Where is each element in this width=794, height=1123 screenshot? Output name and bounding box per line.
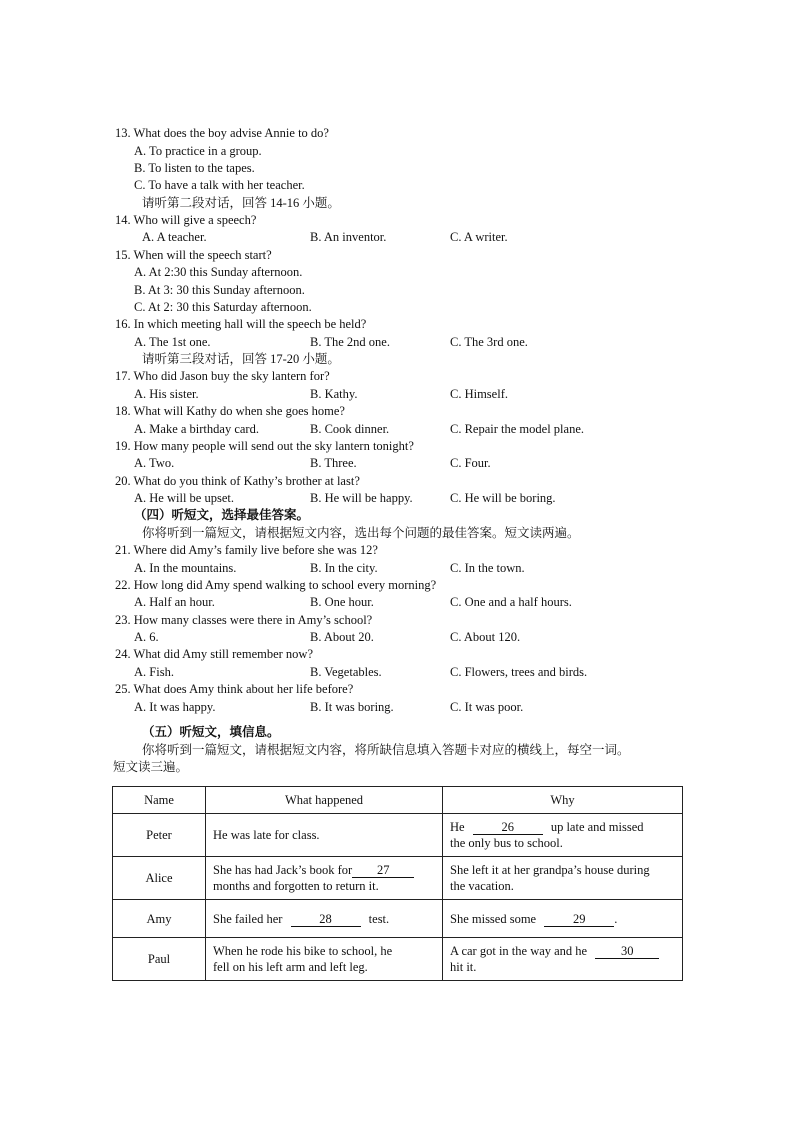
- question-14-stem: 14. Who will give a speech?: [115, 213, 257, 227]
- header-what-happened: What happened: [206, 787, 443, 814]
- question-23-option-c: C. About 120.: [450, 630, 521, 644]
- blank-29: 29: [544, 912, 614, 927]
- question-22-option-c: C. One and a half hours.: [450, 595, 572, 609]
- question-24-option-b: B. Vegetables.: [310, 665, 382, 679]
- cell-text: He: [450, 820, 465, 834]
- row-why: [443, 938, 683, 981]
- question-19-option-b: B. Three.: [310, 456, 357, 470]
- question-16-stem: 16. In which meeting hall will the speech be held?: [115, 317, 367, 331]
- question-17-option-c: C. Himself.: [450, 387, 508, 401]
- blank-26: 26: [473, 820, 543, 835]
- question-16-option-a: A. The 1st one.: [134, 335, 211, 349]
- row-why: [443, 857, 683, 900]
- question-25-option-c: C. It was poor.: [450, 700, 524, 714]
- directions-part-3: 请听第三段对话，回答 17-20 小题。: [142, 352, 340, 366]
- question-23-option-a: A. 6.: [134, 630, 159, 644]
- section-5-title: （五）听短文，填信息。: [142, 725, 280, 739]
- row-name: Peter: [113, 814, 206, 857]
- cell-text: test.: [368, 911, 390, 926]
- question-21-stem: 21. Where did Amy’s family live before she was 12?: [115, 543, 378, 557]
- row-name: Alice: [113, 857, 206, 900]
- header-why: Why: [443, 787, 683, 814]
- cell-text: She failed her: [213, 911, 283, 926]
- row-what-happened: [206, 900, 443, 938]
- question-20-option-c: C. He will be boring.: [450, 491, 556, 505]
- information-table: [112, 786, 683, 981]
- header-name: Name: [113, 787, 206, 814]
- blank-27: 27: [352, 863, 414, 878]
- cell-text: She left it at her grandpa’s house during: [450, 863, 650, 877]
- question-24-option-a: A. Fish.: [134, 665, 174, 679]
- question-21-option-a: A. In the mountains.: [134, 561, 237, 575]
- question-23-option-b: B. About 20.: [310, 630, 374, 644]
- question-24-stem: 24. What did Amy still remember now?: [115, 647, 313, 661]
- question-15-option-b: B. At 3: 30 this Sunday afternoon.: [134, 283, 305, 297]
- question-18-stem: 18. What will Kathy do when she goes home?: [115, 404, 345, 418]
- cell-text: He was late for class.: [213, 828, 320, 842]
- table-row: [113, 857, 683, 900]
- question-20-option-a: A. He will be upset.: [134, 491, 234, 505]
- cell-text: months and forgotten to return it.: [213, 879, 379, 893]
- section-5-instructions: 你将听到一篇短文，请根据短文内容，将所缺信息填入答题卡对应的横线上，每空一词。: [142, 743, 630, 757]
- question-19-option-a: A. Two.: [134, 456, 175, 470]
- question-13-option-a: A. To practice in a group.: [134, 144, 262, 158]
- question-20-stem: 20. What do you think of Kathy’s brother at last?: [115, 474, 360, 488]
- table-header-row: [113, 787, 683, 814]
- question-13-option-b: B. To listen to the tapes.: [134, 161, 255, 175]
- question-17-option-a: A. His sister.: [134, 387, 199, 401]
- cell-text: hit it.: [450, 960, 477, 974]
- section-5-instructions-cont: 短文读三遍。: [113, 760, 189, 774]
- cell-text: She missed some: [450, 911, 537, 926]
- section-4-title: （四）听短文，选择最佳答案。: [134, 508, 310, 522]
- row-name: Amy: [113, 900, 206, 938]
- question-22-option-a: A. Half an hour.: [134, 595, 215, 609]
- question-22-stem: 22. How long did Amy spend walking to school every morning?: [115, 578, 437, 592]
- question-15-option-c: C. At 2: 30 this Saturday afternoon.: [134, 300, 312, 314]
- cell-text: She has had Jack’s book for: [213, 863, 353, 877]
- question-25-option-a: A. It was happy.: [134, 700, 216, 714]
- question-14-option-c: C. A writer.: [450, 230, 508, 244]
- question-21-option-c: C. In the town.: [450, 561, 525, 575]
- blank-30: 30: [595, 944, 659, 959]
- cell-text: .: [614, 911, 618, 926]
- cell-text: A car got in the way and he: [450, 944, 588, 958]
- question-16-option-b: B. The 2nd one.: [310, 335, 390, 349]
- section-4-instructions: 你将听到一篇短文，请根据短文内容，选出每个问题的最佳答案。短文读两遍。: [142, 526, 580, 540]
- question-20-option-b: B. He will be happy.: [310, 491, 413, 505]
- table-row: [113, 814, 683, 857]
- question-16-option-c: C. The 3rd one.: [450, 335, 528, 349]
- question-17-stem: 17. Who did Jason buy the sky lantern for?: [115, 369, 330, 383]
- question-22-option-b: B. One hour.: [310, 595, 374, 609]
- cell-text: up late and missed: [550, 820, 644, 834]
- directions-part-2: 请听第二段对话，回答 14-16 小题。: [142, 196, 340, 210]
- question-25-option-b: B. It was boring.: [310, 700, 394, 714]
- question-18-option-a: A. Make a birthday card.: [134, 422, 259, 436]
- cell-text: the only bus to school.: [450, 836, 563, 850]
- question-14-option-a: A. A teacher.: [142, 230, 207, 244]
- cell-text: the vacation.: [450, 879, 514, 893]
- row-why: [443, 900, 683, 938]
- question-13-option-c: C. To have a talk with her teacher.: [134, 178, 305, 192]
- cell-text: When he rode his bike to school, he: [213, 944, 393, 958]
- question-13-stem: 13. What does the boy advise Annie to do?: [115, 126, 329, 140]
- row-what-happened: [206, 938, 443, 981]
- question-18-option-b: B. Cook dinner.: [310, 422, 390, 436]
- question-25-stem: 25. What does Amy think about her life before?: [115, 682, 354, 696]
- blank-28: 28: [291, 912, 361, 927]
- cell-text: fell on his left arm and left leg.: [213, 960, 368, 974]
- question-17-option-b: B. Kathy.: [310, 387, 358, 401]
- question-18-option-c: C. Repair the model plane.: [450, 422, 584, 436]
- table-row: [113, 900, 683, 938]
- row-why: [443, 814, 683, 857]
- question-15-option-a: A. At 2:30 this Sunday afternoon.: [134, 265, 303, 279]
- row-what-happened: [206, 857, 443, 900]
- question-23-stem: 23. How many classes were there in Amy’s school?: [115, 613, 373, 627]
- question-21-option-b: B. In the city.: [310, 561, 378, 575]
- question-19-option-c: C. Four.: [450, 456, 491, 470]
- question-24-option-c: C. Flowers, trees and birds.: [450, 665, 588, 679]
- table-row: [113, 938, 683, 981]
- row-name: Paul: [113, 938, 206, 981]
- row-what-happened: [206, 814, 443, 857]
- question-15-stem: 15. When will the speech start?: [115, 248, 272, 262]
- question-19-stem: 19. How many people will send out the sky lantern tonight?: [115, 439, 414, 453]
- question-14-option-b: B. An inventor.: [310, 230, 387, 244]
